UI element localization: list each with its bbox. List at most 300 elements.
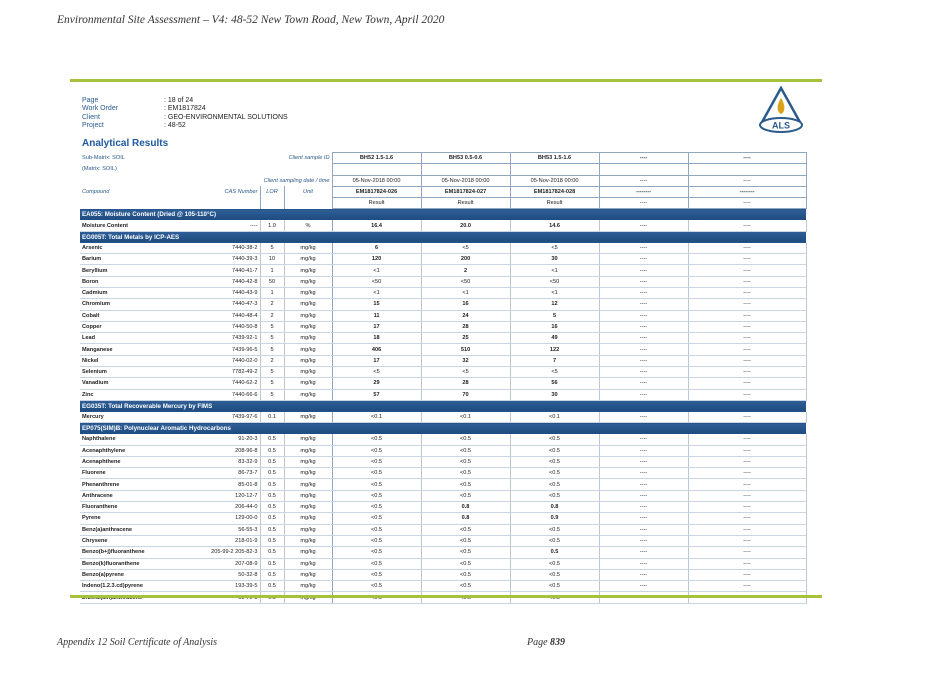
table-row xyxy=(80,524,806,535)
result-value: <0.5 xyxy=(332,479,421,490)
result-value: <50 xyxy=(332,276,421,287)
sampling-date-label: Client sampling date / time xyxy=(263,177,330,184)
result-value: ---- xyxy=(599,333,688,344)
cas-number: 206-44-0 xyxy=(197,502,260,513)
lor-value: 10 xyxy=(260,254,284,265)
result-value: 24 xyxy=(421,310,510,321)
result-value: ---- xyxy=(688,479,806,490)
result-value: <1 xyxy=(421,287,510,298)
compound-name: Anthracene xyxy=(80,490,197,501)
lor-value: 5 xyxy=(260,378,284,389)
result-value: <0.1 xyxy=(332,412,421,423)
result-value: <0.5 xyxy=(510,524,599,535)
sample-id-spacer xyxy=(599,164,688,175)
header-spacer xyxy=(80,198,260,209)
result-value: ---- xyxy=(688,434,806,445)
sample-id: ---- xyxy=(599,153,688,164)
table-row xyxy=(80,355,806,366)
meta-label: Project xyxy=(82,121,104,129)
result-label: Result xyxy=(510,198,599,209)
result-value: ---- xyxy=(599,355,688,366)
result-value: ---- xyxy=(688,299,806,310)
table-row xyxy=(80,558,806,569)
cas-number: 50-32-8 xyxy=(197,569,260,580)
lor-value: 1.0 xyxy=(260,220,284,231)
table-row xyxy=(80,276,806,287)
result-value: 510 xyxy=(421,344,510,355)
result-value: <0.5 xyxy=(332,445,421,456)
result-value: <0.5 xyxy=(510,434,599,445)
result-value: 28 xyxy=(421,321,510,332)
result-value: 6 xyxy=(332,243,421,254)
result-value: ---- xyxy=(599,367,688,378)
lor-value: 0.5 xyxy=(260,456,284,467)
table-row xyxy=(80,243,806,254)
unit-value: mg/kg xyxy=(284,321,332,332)
result-value: <0.5 xyxy=(421,569,510,580)
sample-id: BH52 1.5-1.6 xyxy=(332,153,421,164)
lor-value: 0.5 xyxy=(260,513,284,524)
header-spacer xyxy=(284,198,332,209)
result-value: <5 xyxy=(421,367,510,378)
result-value: ---- xyxy=(688,524,806,535)
result-value: <0.5 xyxy=(332,558,421,569)
lor-value: 0.5 xyxy=(260,479,284,490)
sample-id-spacer xyxy=(510,164,599,175)
meta-row-project xyxy=(82,122,288,130)
compound-name: Acenaphthylene xyxy=(80,445,197,456)
lor-value: 0.5 xyxy=(260,581,284,592)
lor-value: 2 xyxy=(260,299,284,310)
table-row xyxy=(80,333,806,344)
lab-id: EM1817824-027 xyxy=(421,186,510,197)
cas-number: 83-32-9 xyxy=(197,456,260,467)
table-row xyxy=(80,535,806,546)
lor-value: 5 xyxy=(260,344,284,355)
unit-value: mg/kg xyxy=(284,389,332,400)
sampling-date: 05-Nov-2018 00:00 xyxy=(421,175,510,186)
unit-value: mg/kg xyxy=(284,287,332,298)
cas-number: 208-96-8 xyxy=(197,445,260,456)
table-row xyxy=(80,479,806,490)
result-value: <0.5 xyxy=(510,490,599,501)
report-meta xyxy=(82,97,288,130)
footer-appendix: Appendix 12 Soil Certificate of Analysis xyxy=(57,637,218,648)
compound-name: Benzo(k)fluoranthene xyxy=(80,558,197,569)
method-group-row xyxy=(80,423,806,435)
cas-number: 7440-47-3 xyxy=(197,299,260,310)
table-row xyxy=(80,569,806,580)
result-value: <1 xyxy=(332,287,421,298)
unit-value: mg/kg xyxy=(284,367,332,378)
result-label: Result xyxy=(332,198,421,209)
header-spacer xyxy=(260,198,284,209)
meta-value: : EM1817824 xyxy=(164,105,206,113)
cas-number: 7440-38-2 xyxy=(197,243,260,254)
result-value: ---- xyxy=(688,254,806,265)
result-label: ---- xyxy=(688,198,806,209)
lor-value: 5 xyxy=(260,321,284,332)
compound-name: Benzo(b+j)fluoranthene xyxy=(80,547,197,558)
table-row xyxy=(80,254,806,265)
lor-value: 50 xyxy=(260,276,284,287)
result-value: 14.6 xyxy=(510,220,599,231)
sampling-date: 05-Nov-2018 00:00 xyxy=(510,175,599,186)
result-value: ---- xyxy=(688,490,806,501)
footer-page-label: Page xyxy=(527,637,548,648)
unit-value: % xyxy=(284,220,332,231)
cas-number: 7439-97-6 xyxy=(197,412,260,423)
unit-value: mg/kg xyxy=(284,581,332,592)
method-group-row xyxy=(80,400,806,412)
cas-number: 120-12-7 xyxy=(197,490,260,501)
header-row-sampling-date xyxy=(80,175,806,186)
result-value: ---- xyxy=(688,558,806,569)
result-value: 30 xyxy=(510,254,599,265)
result-value: 120 xyxy=(332,254,421,265)
result-value: <0.5 xyxy=(332,524,421,535)
table-row xyxy=(80,502,806,513)
lor-value: 0.5 xyxy=(260,434,284,445)
result-value: 200 xyxy=(421,254,510,265)
result-value: <0.5 xyxy=(332,513,421,524)
unit-value: mg/kg xyxy=(284,479,332,490)
method-group-title: EG005T: Total Metals by ICP-AES xyxy=(80,231,806,243)
result-value: <0.5 xyxy=(510,456,599,467)
result-value: 0.9 xyxy=(510,513,599,524)
result-value: ---- xyxy=(599,434,688,445)
compound-name: Chrysene xyxy=(80,535,197,546)
unit-value: mg/kg xyxy=(284,333,332,344)
header-row-result-label xyxy=(80,198,806,209)
compound-name: Vanadium xyxy=(80,378,197,389)
result-value: ---- xyxy=(599,524,688,535)
result-value: <0.5 xyxy=(421,535,510,546)
sample-id: ---- xyxy=(688,153,806,164)
result-value: ---- xyxy=(688,276,806,287)
cas-number: 7440-02-0 xyxy=(197,355,260,366)
compound-name: Indeno(1.2.3.cd)pyrene xyxy=(80,581,197,592)
method-group-row xyxy=(80,231,806,243)
result-value: ---- xyxy=(688,321,806,332)
lor-value: 0.5 xyxy=(260,490,284,501)
result-value: ---- xyxy=(688,355,806,366)
result-value: 56 xyxy=(510,378,599,389)
table-row xyxy=(80,468,806,479)
compound-name: Fluorene xyxy=(80,468,197,479)
result-value: 49 xyxy=(510,333,599,344)
result-value: <0.5 xyxy=(510,569,599,580)
unit-value: mg/kg xyxy=(284,299,332,310)
meta-label: Client xyxy=(82,113,100,121)
table-row xyxy=(80,378,806,389)
result-value: 29 xyxy=(332,378,421,389)
result-label: ---- xyxy=(599,198,688,209)
result-value: <1 xyxy=(510,265,599,276)
result-value: 5 xyxy=(510,310,599,321)
unit-label: Unit xyxy=(284,186,332,197)
table-row xyxy=(80,367,806,378)
lor-value: 2 xyxy=(260,355,284,366)
sampling-date: 05-Nov-2018 00:00 xyxy=(332,175,421,186)
result-value: <0.5 xyxy=(421,445,510,456)
meta-label: Page xyxy=(82,97,99,104)
result-value: <0.5 xyxy=(332,468,421,479)
table-row xyxy=(80,456,806,467)
compound-name: Arsenic xyxy=(80,243,197,254)
result-value: 20.0 xyxy=(421,220,510,231)
unit-value: mg/kg xyxy=(284,355,332,366)
result-value: <0.5 xyxy=(332,502,421,513)
table-row xyxy=(80,513,806,524)
lor-value: 5 xyxy=(260,389,284,400)
result-value: 122 xyxy=(510,344,599,355)
lor-value: 0.5 xyxy=(260,502,284,513)
cas-number: 7440-66-6 xyxy=(197,389,260,400)
result-value: <0.1 xyxy=(421,412,510,423)
unit-value: mg/kg xyxy=(284,310,332,321)
compound-name: Chromium xyxy=(80,299,197,310)
cas-number: 7439-92-1 xyxy=(197,333,260,344)
unit-value: mg/kg xyxy=(284,513,332,524)
lor-value: 0.5 xyxy=(260,547,284,558)
compound-name: Phenanthrene xyxy=(80,479,197,490)
result-value: ---- xyxy=(688,569,806,580)
result-value: <0.5 xyxy=(421,547,510,558)
result-value: ---- xyxy=(688,367,806,378)
result-value: 28 xyxy=(421,378,510,389)
meta-value: : GEO-ENVIRONMENTAL SOLUTIONS xyxy=(164,113,288,121)
top-rule xyxy=(70,79,822,82)
lor-value: 5 xyxy=(260,333,284,344)
cas-number: 85-01-8 xyxy=(197,479,260,490)
matrix-label: (Matrix: SOIL) xyxy=(82,166,117,173)
unit-value: mg/kg xyxy=(284,265,332,276)
result-value: ---- xyxy=(599,344,688,355)
result-value: <0.5 xyxy=(332,535,421,546)
cas-number: 7440-39-3 xyxy=(197,254,260,265)
result-value: <0.5 xyxy=(421,524,510,535)
unit-value: mg/kg xyxy=(284,412,332,423)
result-value: ---- xyxy=(599,321,688,332)
result-value: ---- xyxy=(599,513,688,524)
sample-id-spacer xyxy=(688,164,806,175)
result-value: <0.5 xyxy=(510,535,599,546)
result-value: 0.8 xyxy=(421,502,510,513)
compound-name: Benzo(a)pyrene xyxy=(80,569,197,580)
unit-value: mg/kg xyxy=(284,344,332,355)
result-value: 57 xyxy=(332,389,421,400)
result-value: ---- xyxy=(599,254,688,265)
meta-value: : 48-52 xyxy=(164,121,186,129)
unit-value: mg/kg xyxy=(284,276,332,287)
table-row xyxy=(80,299,806,310)
result-value: ---- xyxy=(688,412,806,423)
result-value: ---- xyxy=(599,468,688,479)
compound-name: Manganese xyxy=(80,344,197,355)
lor-value: 0.5 xyxy=(260,445,284,456)
method-group-title: EA055: Moisture Content (Dried @ 105-110°C) xyxy=(80,209,806,221)
result-value: <0.5 xyxy=(421,434,510,445)
cas-number: 7440-48-4 xyxy=(197,310,260,321)
result-value: 25 xyxy=(421,333,510,344)
sample-id-spacer xyxy=(332,164,421,175)
compound-name: Copper xyxy=(80,321,197,332)
result-value: 11 xyxy=(332,310,421,321)
table-row xyxy=(80,344,806,355)
unit-value: mg/kg xyxy=(284,434,332,445)
analytical-results-table xyxy=(80,152,807,604)
method-group-row xyxy=(80,209,806,221)
result-value: ---- xyxy=(688,243,806,254)
cas-number: 205-99-2 205-82-3 xyxy=(197,547,260,558)
result-value: 0.5 xyxy=(510,547,599,558)
result-value: ---- xyxy=(688,535,806,546)
meta-label: Work Order xyxy=(82,105,119,113)
result-value: ---- xyxy=(688,456,806,467)
unit-value: mg/kg xyxy=(284,243,332,254)
result-value: 16 xyxy=(510,321,599,332)
result-value: ---- xyxy=(599,558,688,569)
lor-value: 1 xyxy=(260,287,284,298)
result-value: ---- xyxy=(599,243,688,254)
meta-row-work-order xyxy=(82,105,288,113)
bottom-rule xyxy=(70,595,822,598)
sample-id: BH53 1.5-1.6 xyxy=(510,153,599,164)
table-row xyxy=(80,321,806,332)
compound-label: Compound xyxy=(82,189,110,196)
cas-number: 7440-42-8 xyxy=(197,276,260,287)
unit-value: mg/kg xyxy=(284,456,332,467)
result-value: ---- xyxy=(688,333,806,344)
result-value: ---- xyxy=(599,412,688,423)
meta-row-client xyxy=(82,114,288,122)
result-value: <0.5 xyxy=(332,434,421,445)
result-value: ---- xyxy=(688,378,806,389)
lab-id: -------- xyxy=(688,186,806,197)
result-value: ---- xyxy=(599,287,688,298)
result-value: 16.4 xyxy=(332,220,421,231)
cas-number: 7782-49-2 xyxy=(197,367,260,378)
unit-value: mg/kg xyxy=(284,558,332,569)
result-value: <5 xyxy=(421,243,510,254)
result-value: 0.8 xyxy=(421,513,510,524)
result-value: 2 xyxy=(421,265,510,276)
result-value: ---- xyxy=(599,378,688,389)
compound-name: Zinc xyxy=(80,389,197,400)
cas-number: 7440-43-9 xyxy=(197,287,260,298)
result-value: <0.5 xyxy=(332,581,421,592)
table-row xyxy=(80,310,806,321)
result-value: ---- xyxy=(599,265,688,276)
table-row xyxy=(80,220,806,231)
cas-number: ---- xyxy=(197,220,260,231)
result-value: 17 xyxy=(332,321,421,332)
client-sample-id-label: Client sample ID xyxy=(288,155,330,162)
table-row xyxy=(80,434,806,445)
compound-name: Boron xyxy=(80,276,197,287)
lor-value: 1 xyxy=(260,265,284,276)
table-row xyxy=(80,581,806,592)
result-value: <0.1 xyxy=(510,412,599,423)
result-value: ---- xyxy=(688,287,806,298)
unit-value: mg/kg xyxy=(284,468,332,479)
header-row-sample-id xyxy=(80,153,806,164)
table-row xyxy=(80,412,806,423)
result-value: 32 xyxy=(421,355,510,366)
cas-number: 7440-50-8 xyxy=(197,321,260,332)
compound-name: Nickel xyxy=(80,355,197,366)
result-value: 15 xyxy=(332,299,421,310)
result-value: <0.5 xyxy=(332,456,421,467)
cas-number: 86-73-7 xyxy=(197,468,260,479)
compound-name: Benz(a)anthracene xyxy=(80,524,197,535)
result-value: ---- xyxy=(599,581,688,592)
result-value: <5 xyxy=(510,367,599,378)
result-value: <0.5 xyxy=(510,558,599,569)
result-value: ---- xyxy=(688,265,806,276)
als-logo-icon xyxy=(758,86,804,134)
compound-name: Naphthalene xyxy=(80,434,197,445)
unit-value: mg/kg xyxy=(284,378,332,389)
result-value: <5 xyxy=(510,243,599,254)
sample-id-spacer xyxy=(421,164,510,175)
compound-name: Fluoranthene xyxy=(80,502,197,513)
table-row xyxy=(80,389,806,400)
compound-name: Acenaphthene xyxy=(80,456,197,467)
result-value: ---- xyxy=(688,310,806,321)
result-value: 30 xyxy=(510,389,599,400)
result-value: ---- xyxy=(599,569,688,580)
cas-number: 218-01-9 xyxy=(197,535,260,546)
logo-text: ALS xyxy=(772,120,790,131)
result-value: <5 xyxy=(332,367,421,378)
result-value: ---- xyxy=(599,310,688,321)
result-value: <0.5 xyxy=(421,581,510,592)
table-row xyxy=(80,490,806,501)
result-value: 7 xyxy=(510,355,599,366)
sample-id: BH53 0.5-0.6 xyxy=(421,153,510,164)
result-value: ---- xyxy=(599,220,688,231)
result-value: ---- xyxy=(688,502,806,513)
header-row-lab-id xyxy=(80,186,806,197)
lab-id: EM1817824-028 xyxy=(510,186,599,197)
result-value: <1 xyxy=(510,287,599,298)
result-value: ---- xyxy=(599,456,688,467)
compound-name: Beryllium xyxy=(80,265,197,276)
lab-id: EM1817824-026 xyxy=(332,186,421,197)
footer-page-number: 839 xyxy=(550,637,566,648)
header-row-matrix xyxy=(80,164,806,175)
submatrix-label: Sub-Matrix: SOIL xyxy=(82,155,125,162)
result-value: ---- xyxy=(599,547,688,558)
result-value: <0.5 xyxy=(332,490,421,501)
lor-value: 0.5 xyxy=(260,524,284,535)
cas-label: CAS Number xyxy=(224,189,258,196)
cas-number: 193-39-5 xyxy=(197,581,260,592)
result-value: 16 xyxy=(421,299,510,310)
compound-name: Lead xyxy=(80,333,197,344)
result-value: 12 xyxy=(510,299,599,310)
cas-number: 91-20-3 xyxy=(197,434,260,445)
result-value: <50 xyxy=(421,276,510,287)
cas-number: 7439-96-5 xyxy=(197,344,260,355)
table-row xyxy=(80,547,806,558)
lor-value: 0.5 xyxy=(260,558,284,569)
result-value: ---- xyxy=(688,468,806,479)
unit-value: mg/kg xyxy=(284,502,332,513)
result-value: ---- xyxy=(599,479,688,490)
